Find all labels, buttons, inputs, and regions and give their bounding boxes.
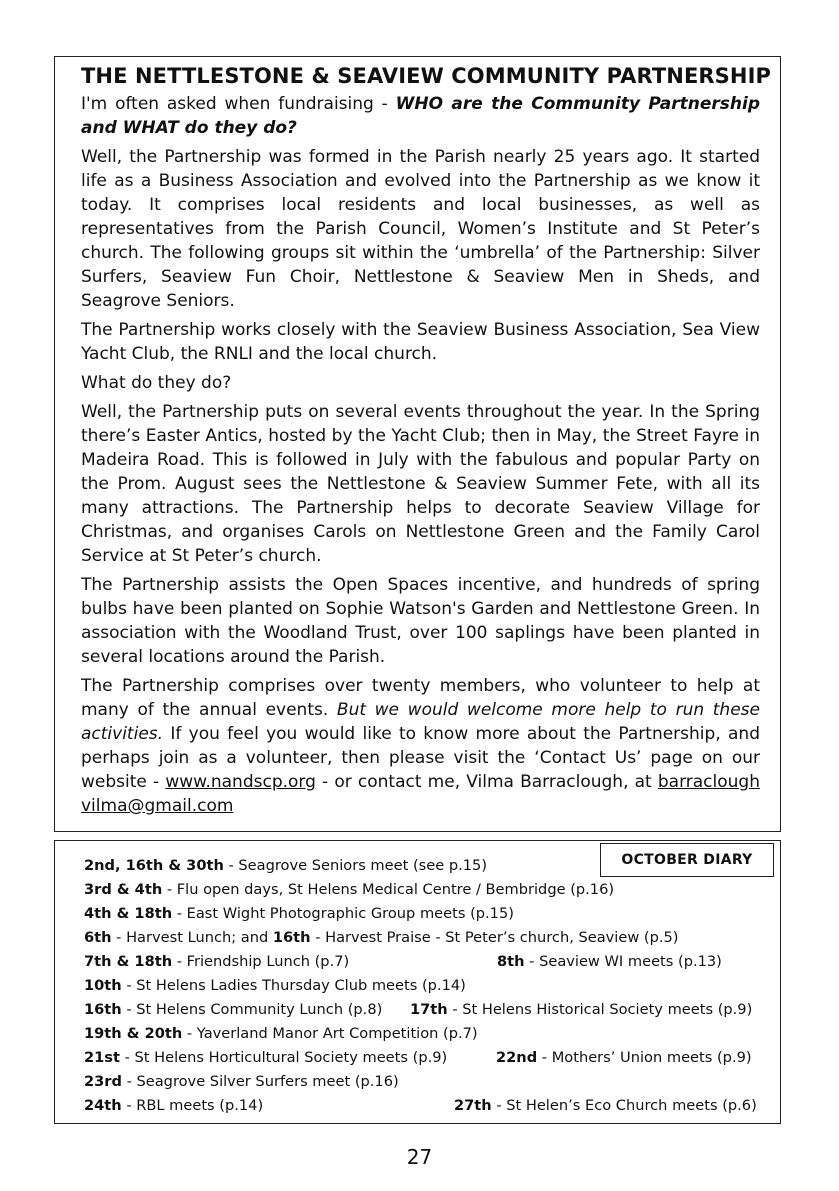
diary-entry: 19th & 20th - Yaverland Manor Art Competition (p.7)	[84, 1025, 478, 1042]
question-paragraph: What do they do?	[81, 373, 232, 393]
diary-entry: 3rd & 4th - Flu open days, St Helens Medical Centre / Bembridge (p.16)	[84, 881, 615, 898]
diary-entry: 27th - St Helen’s Eco Church meets (p.6)	[454, 1097, 757, 1114]
events-paragraph: Well, the Partnership puts on several events throughout the year. In the Spring there’s Easter Antics, hosted by the Yacht Club; then in May, the Street Fayre in Madeira Road. This is followed in July with the fabulous and popular Party on the Prom. August sees the Nettlestone & Seaview Summer Fete, with all its many attractions. The Partnership helps to decorate Seaview Village for Christmas, and organises Carols on Nettlestone Green and the Family Carol Service at St Peter’s church.	[81, 402, 760, 566]
website-link[interactable]: www.nandscp.org	[165, 772, 316, 792]
intro-question: WHO are the Community Partnership and WHAT do they do?	[81, 94, 760, 138]
page-number: 27	[406, 1145, 433, 1169]
diary-entry: 8th - Seaview WI meets (p.13)	[497, 953, 722, 970]
history-paragraph: Well, the Partnership was formed in the Parish nearly 25 years ago. It started life as a Business Association and evolved into the Partnership as we know it today. It comprises local residents and local businesses, as well as representatives from the Parish Council, Women’s Institute and St Peter’s church. The following groups sit within the ‘umbrella’ of the Partnership: Silver Surfers, Seaview Fun Choir, Nettlestone & Seaview Men in Sheds, and Seagrove Seniors.	[81, 147, 760, 311]
email-link[interactable]: barraclough vilma@gmail.com	[81, 772, 760, 816]
community-partnership-article	[54, 56, 781, 832]
collaboration-paragraph: The Partnership works closely with the Seaview Business Association, Sea View Yacht Club, the RNLI and the local church.	[81, 320, 760, 364]
diary-entry: 2nd, 16th & 30th - Seagrove Seniors meet (see p.15)	[84, 857, 488, 874]
article-title: THE NETTLESTONE & SEAVIEW COMMUNITY PARTNERSHIP	[81, 64, 771, 88]
diary-entry: 7th & 18th - Friendship Lunch (p.7)	[84, 953, 350, 970]
diary-heading: OCTOBER DIARY	[600, 843, 774, 877]
open-spaces-paragraph: The Partnership assists the Open Spaces incentive, and hundreds of spring bulbs have been planted on Sophie Watson's Garden and Nettlestone Green. In association with the Woodland Trust, over 100 saplings have been planted in several locations around the Parish.	[81, 575, 760, 667]
help-appeal: But we would welcome more help to run these activities.	[81, 700, 760, 744]
diary-entry: 22nd - Mothers’ Union meets (p.9)	[496, 1049, 752, 1066]
diary-entry: 23rd - Seagrove Silver Surfers meet (p.16)	[84, 1073, 399, 1090]
diary-entry: 10th - St Helens Ladies Thursday Club meets (p.14)	[84, 977, 466, 994]
diary-entry: 21st - St Helens Horticultural Society meets (p.9)	[84, 1049, 448, 1066]
volunteer-paragraph: The Partnership comprises over twenty members, who volunteer to help at many of the annual events. But we would welcome more help to run these activities. If you feel you would like to know more about the Partnership, and perhaps join as a volunteer, then please visit the ‘Contact Us’ page on our website - www.nandscp.org - or contact me, Vilma Barraclough, at barraclough vilma@gmail.com	[81, 676, 760, 816]
diary-entry: 16th - St Helens Community Lunch (p.8)	[84, 1001, 383, 1018]
diary-entry: 6th - Harvest Lunch; and 16th - Harvest Praise - St Peter’s church, Seaview (p.5)	[84, 929, 679, 946]
diary-entry: 17th - St Helens Historical Society meets (p.9)	[410, 1001, 753, 1018]
intro-paragraph: I'm often asked when fundraising - WHO are the Community Partnership and WHAT do they do?	[81, 94, 760, 138]
diary-entry: 24th - RBL meets (p.14)	[84, 1097, 264, 1114]
diary-entry: 4th & 18th - East Wight Photographic Group meets (p.15)	[84, 905, 514, 922]
